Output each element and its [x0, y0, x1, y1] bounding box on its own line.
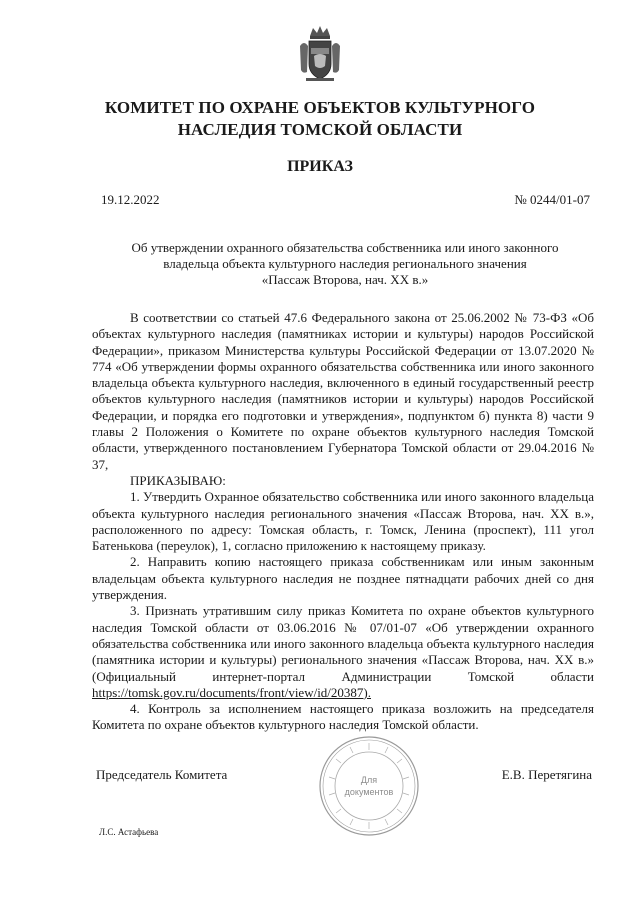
- signatory-name: Е.В. Перетягина: [501, 767, 592, 782]
- subject-line2: владельца объекта культурного наследия регионального значения: [163, 256, 527, 271]
- order-item-2: 2. Направить копию настоящего приказа собственникам или иным законным владельцам объекта культурного наследия не позднее пятнадцати рабочих дней со дня утверждения.: [92, 554, 594, 603]
- signatory-title: Председатель Комитета: [96, 767, 228, 782]
- order-word: ПРИКАЗЫВАЮ:: [130, 472, 226, 488]
- stamp-text-line1: Для: [360, 775, 378, 785]
- executor-name: Л.С. Астафьева: [99, 827, 159, 837]
- document-type: ПРИКАЗ: [287, 158, 353, 175]
- round-seal-icon: [318, 735, 420, 837]
- document-body: [92, 310, 594, 734]
- organization-name-line2: НАСЛЕДИЯ ТОМСКОЙ ОБЛАСТИ: [177, 120, 463, 139]
- document-number: № 0244/01-07: [514, 192, 590, 207]
- order-item-1: 1. Утвердить Охранное обязательство собственника или иного законного владельца объекта культурного наследия регионального значения «Пассаж Второва, нач. XX в.», расположенного по адресу: Томская область, г. Томск, Ленина (проспект), 111 угол Батенькова (переулок), 1, согласно приложению к настоящему приказу.: [92, 489, 594, 554]
- portal-link[interactable]: https://tomsk.gov.ru/documents/front/view/id/20387).: [92, 684, 371, 700]
- stamp-text-line2: документов: [344, 787, 394, 797]
- order-item-3: [92, 603, 594, 701]
- organization-name-line1: КОМИТЕТ ПО ОХРАНЕ ОБЪЕКТОВ КУЛЬТУРНОГО: [104, 98, 536, 117]
- order-item-3-text: 3. Признать утратившим силу приказ Комитета по охране объектов культурного наследия Томской области от 03.06.2016 № 07/01-07 «Об утверждении охранного обязательства собственника или иного законного владельца объекта культурного наследия (памятника истории и культуры) регионального значения «Пассаж Второва, нач. XX в.» (Официальный интернет-портал Администрации Томской области: [92, 603, 594, 684]
- document-date: 19.12.2022: [101, 192, 160, 207]
- coat-of-arms-icon: [298, 24, 342, 84]
- subject-line3: «Пассаж Второва, нач. XX в.»: [261, 272, 429, 287]
- preamble-paragraph: В соответствии со статьей 47.6 Федерального закона от 25.06.2002 № 73-ФЗ «Об объектах культурного наследия (памятниках истории и культуры) народов Российской Федерации», приказом Министерства культуры Российской Федерации от 13.07.2020 № 774 «Об утверждении формы охранного обязательства собственника или иного законного владельца объекта культурного наследия, включенного в единый государственный реестр объектов культурного наследия (памятников истории и культуры) народов Российской Федерации, и порядка его подготовки и утверждения», подпунктом б) пункта 8) части 9 главы 2 Положения о Комитете по охране объектов культурного наследия Томской области, утвержденного постановлением Губернатора Томской области от 29.04.2016 № 37,: [92, 310, 594, 472]
- subject-line1: Об утверждении охранного обязательства собственника или иного законного: [131, 240, 559, 255]
- order-item-4: 4. Контроль за исполнением настоящего приказа возложить на председателя Комитета по охране объектов культурного наследия Томской области.: [92, 701, 594, 733]
